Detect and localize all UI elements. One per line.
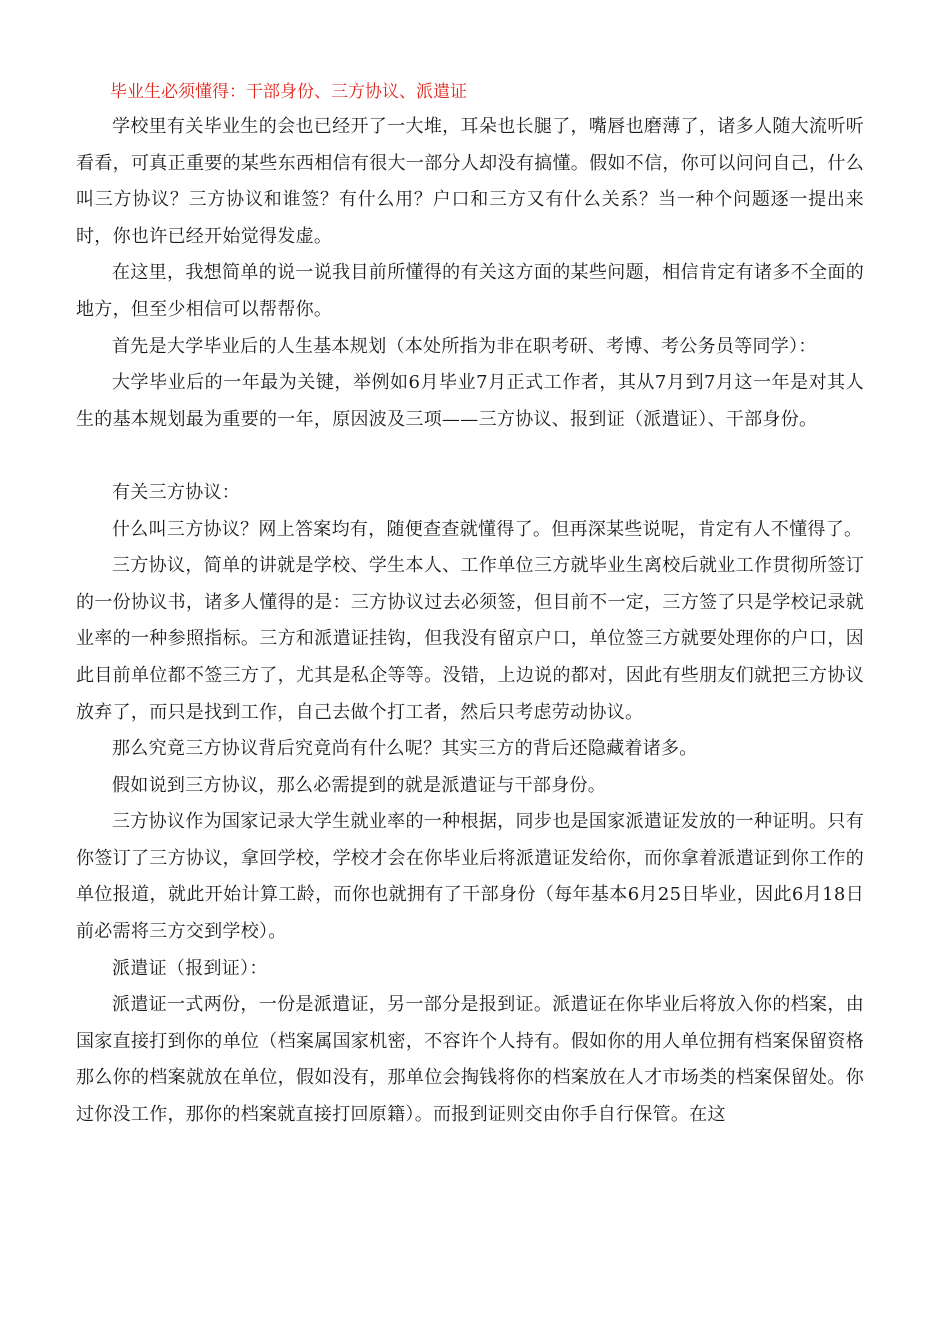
paragraph: 大学毕业后的一年最为关键，举例如6月毕业7月正式工作者，其从7月到7月这一年是对其人生的基本规划最为重要的一年，原因波及三项——三方协议、报到证（派遣证）、干部身份。 xyxy=(76,372,864,430)
paragraph: 三方协议，简单的讲就是学校、学生本人、工作单位三方就毕业生离校后就业工作贯彻所签订的一份协议书，诸多人懂得的是：三方协议过去必须签，但目前不一定，三方签了只是学校记录就业率的一种参照指标。三方和派遣证挂钩，但我没有留京户口，单位签三方就要处理你的户口，因此目前单位都不签三方了，尤其是私企等等。没错，上边说的都对，因此有些朋友们就把三方协议放弃了，而只是找到工作，自己去做个打工者，然后只考虑劳动协议。 xyxy=(76,555,864,723)
section-heading: 派遣证（报到证）： xyxy=(112,957,268,979)
paragraph: 三方协议作为国家记录大学生就业率的一种根据，同步也是国家派遣证发放的一种证明。只有你签订了三方协议，拿回学校，学校才会在你毕业后将派遣证发给你，而你拿着派遣证到你工作的单位报道，就此开始计算工龄，而你也就拥有了干部身份（每年基本6月25日毕业，因此6月18日前必需将三方交到学校）。 xyxy=(76,811,864,943)
paragraph: 首先是大学毕业后的人生基本规划（本处所指为非在职考研、考博、考公务员等同学）： xyxy=(112,335,817,357)
paragraph: 假如说到三方协议，那么必需提到的就是派遣证与干部身份。 xyxy=(112,774,607,796)
paragraph: 什么叫三方协议？网上答案均有，随便查查就懂得了。但再深某些说呢，肯定有人不懂得了。 xyxy=(112,518,863,540)
paragraph: 那么究竟三方协议背后究竟尚有什么呢？其实三方的背后还隐藏着诸多。 xyxy=(112,738,698,760)
paragraph: 学校里有关毕业生的会也已经开了一大堆，耳朵也长腿了，嘴唇也磨薄了，诸多人随大流听听看看，可真正重要的某些东西相信有很大一部分人却没有搞懂。假如不信，你可以问问自己，什么叫三方协议？三方协议和谁签？有什么用？户口和三方又有什么关系？当一种个问题逐一提出来时，你也许已经开始觉得发虚。 xyxy=(76,116,864,247)
document-page xyxy=(76,76,864,1134)
paragraph: 在这里，我想简单的说一说我目前所懂得的有关这方面的某些问题，相信肯定有诸多不全面的地方，但至少相信可以帮帮你。 xyxy=(76,262,864,320)
blank-line xyxy=(76,438,864,475)
section-heading: 有关三方协议： xyxy=(112,481,241,503)
paragraph: 派遣证一式两份，一份是派遣证，另一部分是报到证。派遣证在你毕业后将放入你的档案，由国家直接打到你的单位（档案属国家机密，不容许个人持有。假如你的用人单位拥有档案保留资格那么你的档案就放在单位，假如没有，那单位会掏钱将你的档案放在人才市场类的档案保留处。你过你没工作，那你的档案就直接打回原籍）。而报到证则交由你手自行保管。在这 xyxy=(76,994,864,1126)
document-title: 毕业生必须懂得：干部身份、三方协议、派遣证 xyxy=(110,82,467,102)
